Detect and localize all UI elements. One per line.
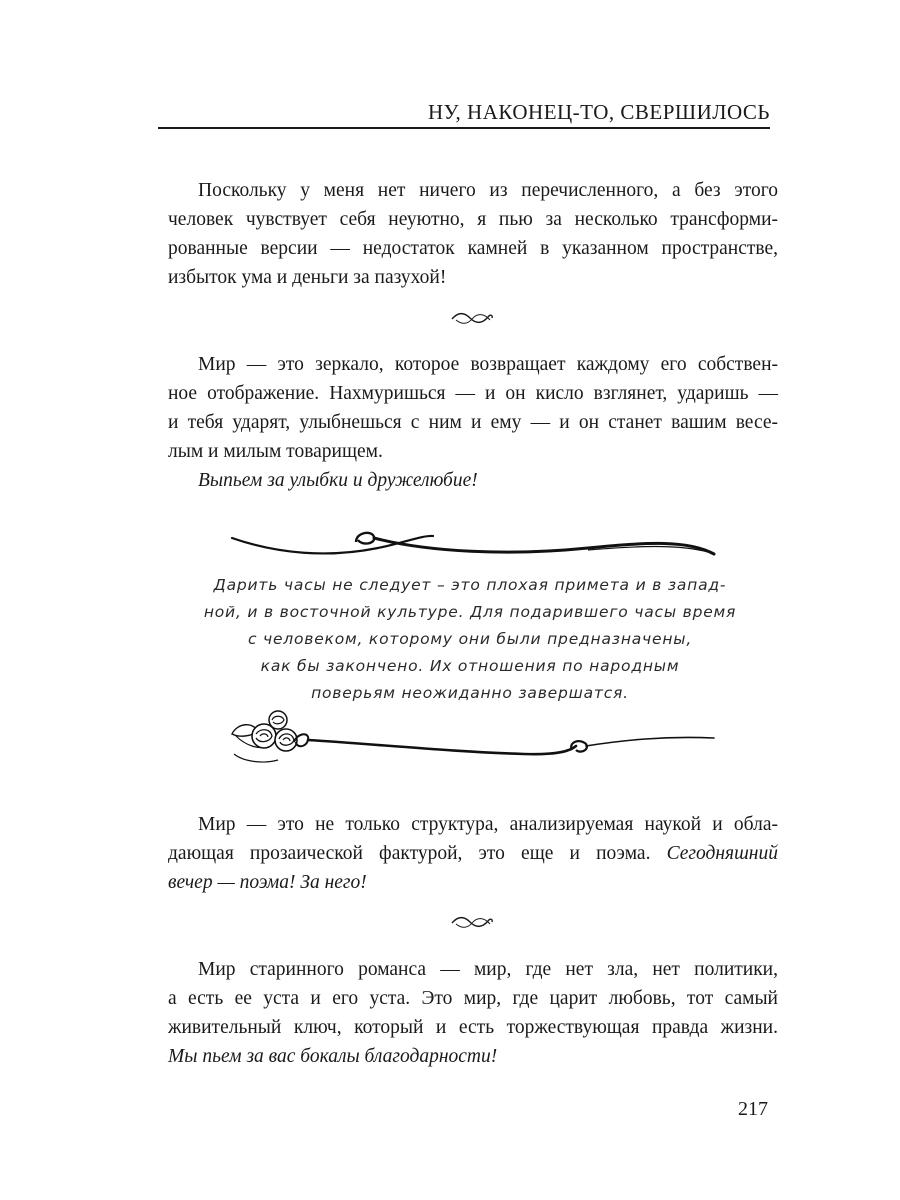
flourish-divider-icon	[228, 524, 718, 568]
paragraph-line: избыток ума и деньги за пазухой!	[168, 267, 447, 288]
paragraph-line: человек чувствует себя неуютно, я пью за несколько трансформи-	[168, 209, 778, 230]
paragraph-line: ное отображение. Нахмуришься — и он кисло взглянет, ударишь —	[168, 383, 778, 404]
paragraph-4	[168, 955, 778, 1071]
running-header: НУ, НАКОНЕЦ-ТО, СВЕРШИЛОСЬ	[427, 100, 770, 124]
paragraph-line	[168, 839, 778, 868]
rose-ornament-icon	[224, 706, 718, 776]
toast-line: Мы пьем за вас бокалы благодарности!	[168, 1046, 498, 1067]
toast-line: вечер — поэма! За него!	[168, 872, 367, 893]
paragraph-line: рованные версии — недостаток камней в указанном пространстве,	[168, 238, 778, 259]
paragraph-line: живительный ключ, который и есть торжествующая правда жизни.	[168, 1017, 778, 1038]
paragraph-2	[168, 350, 778, 495]
paragraph-1	[168, 176, 778, 292]
toast-text: Сегодняшний	[666, 843, 778, 864]
note-line: ной, и в восточной культуре. Для подарившего часы время	[203, 603, 737, 621]
paragraph-line: Поскольку у меня нет ничего из перечисленного, а без этого	[198, 180, 778, 201]
swash-ornament-icon	[450, 914, 494, 930]
paragraph-3	[168, 810, 778, 897]
paragraph-line: лым и милым товарищем.	[168, 441, 383, 462]
paragraph-text: дающая прозаической фактурой, это еще и поэма.	[168, 843, 651, 864]
note-line: с человеком, которому они были предназначены,	[247, 630, 693, 648]
paragraph-line: а есть ее уста и его уста. Это мир, где царит любовь, тот самый	[168, 988, 778, 1009]
header-rule	[158, 127, 770, 129]
note-line: Дарить часы не следует – это плохая примета и в запад-	[213, 576, 727, 594]
paragraph-line: Мир старинного романса — мир, где нет зла, нет политики,	[198, 959, 778, 980]
paragraph-line: Мир — это зеркало, которое возвращает каждому его собствен-	[198, 354, 778, 375]
note-line: как бы закончено. Их отношения по народным	[260, 657, 680, 675]
paragraph-line: и тебя ударят, улыбнешься с ним и ему — и он станет вашим весе-	[168, 412, 778, 433]
note-box-text	[190, 572, 750, 707]
paragraph-line: Мир — это не только структура, анализируемая наукой и обла-	[198, 814, 778, 835]
note-line: поверьям неожиданно завершатся.	[311, 684, 629, 702]
toast-line: Выпьем за улыбки и дружелюбие!	[198, 470, 478, 491]
page-number: 217	[738, 1098, 768, 1120]
swash-ornament-icon	[450, 310, 494, 326]
